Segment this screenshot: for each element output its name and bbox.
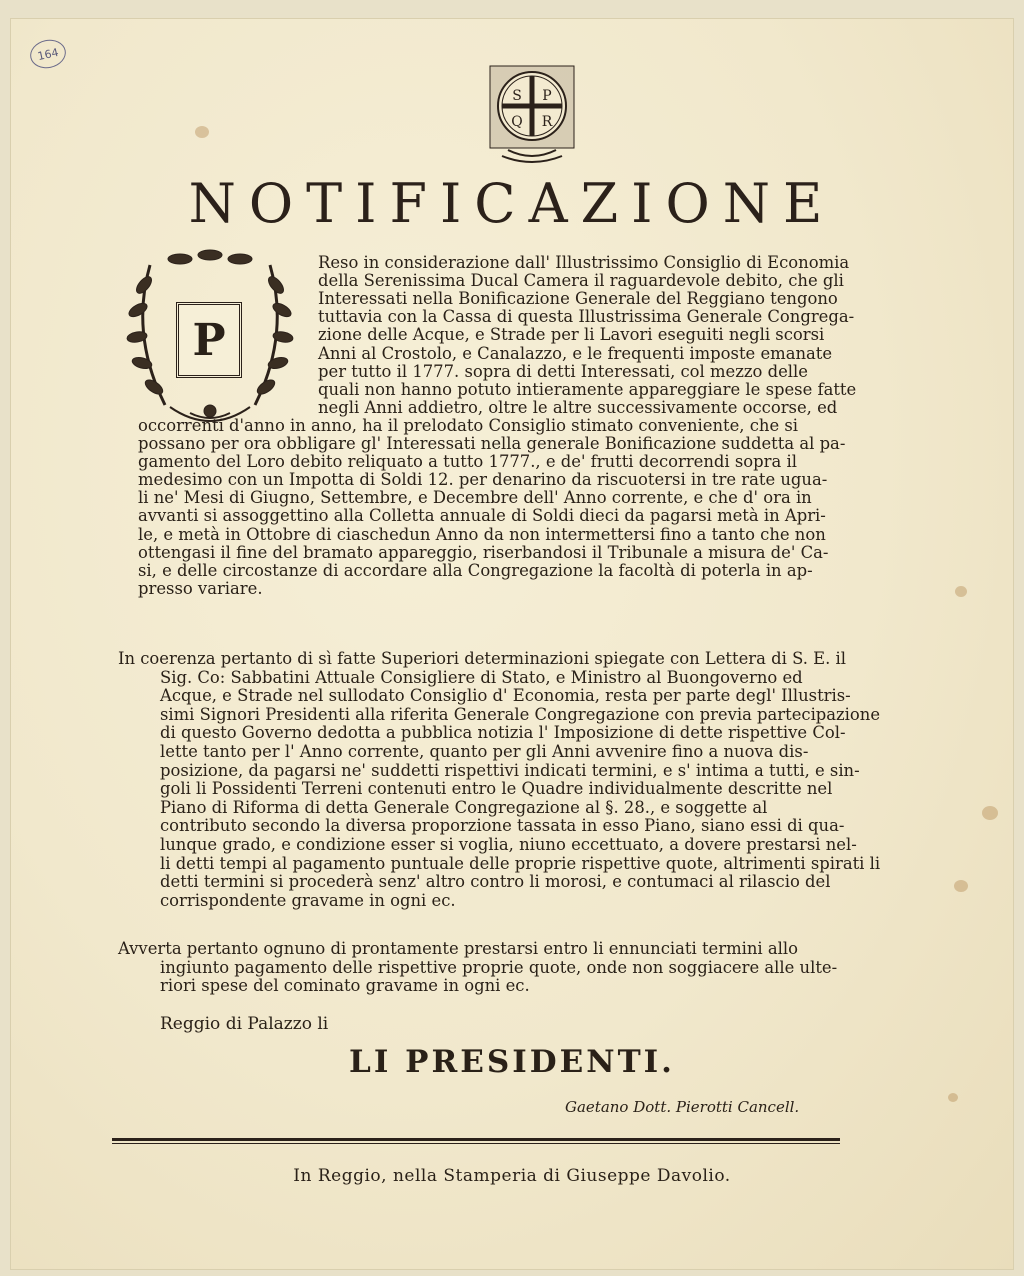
text-line: li ne' Mesi di Giugno, Settembre, e Decembre dell' Anno corrente, e che d' ora in bbox=[138, 488, 812, 508]
text-line: zione delle Acque, e Strade per li Lavori eseguiti negli scorsi bbox=[318, 325, 825, 345]
text-line: Piano di Riforma di detta Generale Congregazione al §. 28., e soggette al bbox=[160, 797, 768, 817]
crest-letter: R bbox=[541, 114, 553, 130]
text-line: quali non hanno potuto intieramente appareggiare le spese fatte bbox=[318, 379, 857, 399]
text-line: della Serenissima Ducal Camera il raguardevole debito, che gli bbox=[318, 271, 844, 291]
divider bbox=[112, 1143, 840, 1144]
text-line: riori spese del cominato gravame in ogni ec. bbox=[160, 976, 530, 995]
text-line: Avverta pertanto ognuno di prontamente prestarsi entro li ennunciati termini allo bbox=[118, 939, 799, 958]
text-line: tuttavia con la Cassa di questa Illustrissima Generale Congrega- bbox=[318, 307, 855, 327]
text-line: avvanti si assoggettino alla Colletta annuale di Soldi dieci da pagarsi metà in Apri- bbox=[138, 506, 826, 526]
text-line: contributo secondo la diversa proporzione tassata in esso Piano, siano essi di qua- bbox=[160, 816, 845, 836]
foxing-stain bbox=[948, 1093, 958, 1102]
text-line: ottengasi il fine del bramato appareggio, riserbandosi il Tribunale a misura de' Ca- bbox=[138, 542, 829, 562]
text-line: si, e delle circostanze di accordare alla Congregazione la facoltà di poterla in ap- bbox=[138, 560, 813, 580]
text-line: presso variare. bbox=[138, 578, 263, 598]
text-line: In coerenza pertanto di sì fatte Superiori determinazioni spiegate con Lettera di S. E. il bbox=[118, 649, 846, 668]
crest-emblem-icon bbox=[478, 62, 586, 170]
divider bbox=[112, 1138, 840, 1141]
text-line: Anni al Crostolo, e Canalazzo, e le frequenti imposte emanate bbox=[318, 343, 833, 363]
text-line: per tutto il 1777. sopra di detti Interessati, col mezzo delle bbox=[318, 361, 808, 381]
crest-letter: P bbox=[542, 88, 552, 104]
text-line: lette tanto per l' Anno corrente, quanto per gli Anni avvenire fino a nuova dis- bbox=[160, 742, 809, 761]
foxing-stain bbox=[982, 806, 998, 820]
text-line: ingiunto pagamento delle rispettive proprie quote, onde non soggiacere alle ulte- bbox=[160, 957, 838, 977]
text-line: le, e metà in Ottobre di ciaschedun Anno da non intermettersi fino a tanto che non bbox=[138, 524, 826, 544]
signatories: LI PRESIDENTI. bbox=[349, 1044, 675, 1080]
text-line: Interessati nella Bonificazione Generale del Reggiano tengono bbox=[318, 289, 838, 309]
text-line: Reso in considerazione dall' Illustrissimo Consiglio di Economia bbox=[318, 253, 850, 272]
text-line: occorrenti d'anno in anno, ha il prelodato Consiglio stimato conveniente, che si bbox=[138, 415, 799, 435]
crest-letter: S bbox=[512, 88, 522, 104]
text-line: possano per ora obbligare gl' Interessati nella generale Bonificazione suddetta al pa- bbox=[138, 434, 846, 453]
text-line: Acque, e Strade nel sullodato Consiglio d' Economia, resta per parte degl' Illustris- bbox=[160, 686, 851, 706]
foxing-stain bbox=[195, 126, 209, 138]
text-line: posizione, da pagarsi ne' suddetti rispettivi indicati termini, e s' intima a tutti, e sin- bbox=[160, 760, 860, 780]
foxing-stain bbox=[955, 586, 967, 597]
text-line: corrispondente gravame in ogni ec. bbox=[160, 890, 456, 910]
text-line: goli li Possidenti Terreni contenuti entro le Quadre individualmente descritte nel bbox=[160, 779, 833, 799]
crest-letter: Q bbox=[511, 114, 523, 130]
initial-letter: P bbox=[176, 302, 242, 378]
foxing-stain bbox=[954, 880, 968, 892]
archive-number: 164 bbox=[27, 37, 68, 72]
place-date: Reggio di Palazzo li bbox=[160, 1014, 329, 1034]
document-title: NOTIFICAZIONE bbox=[188, 172, 836, 235]
chancellor-signature: Gaetano Dott. Pierotti Cancell. bbox=[565, 1098, 800, 1116]
text-line: gamento del Loro debito reliquato a tutto 1777., e de' frutti decorrendi sopra il bbox=[138, 452, 797, 472]
text-line: li detti tempi al pagamento puntuale delle proprie rispettive quote, altrimenti spirati li bbox=[160, 853, 881, 873]
text-line: detti termini si procederà senz' altro contro li morosi, e contumaci al rilascio del bbox=[160, 872, 831, 892]
text-line: Sig. Co: Sabbatini Attuale Consigliere di Stato, e Ministro al Buongoverno ed bbox=[160, 667, 803, 687]
printer-imprint: In Reggio, nella Stamperia di Giuseppe Davolio. bbox=[293, 1166, 731, 1186]
text-line: simi Signori Presidenti alla riferita Generale Congregazione con previa partecipazione bbox=[160, 704, 881, 724]
text-line: di questo Governo dedotta a pubblica notizia l' Imposizione di dette rispettive Col- bbox=[160, 723, 846, 743]
text-line: medesimo con un Impotta di Soldi 12. per denarino da riscuotersi in tre rate ugua- bbox=[138, 470, 828, 490]
text-line: lunque grado, e condizione esser si voglia, niuno eccettuato, a dovere prestarsi nel- bbox=[160, 835, 857, 854]
text-line: negli Anni addietro, oltre le altre successivamente occorse, ed bbox=[318, 397, 838, 417]
